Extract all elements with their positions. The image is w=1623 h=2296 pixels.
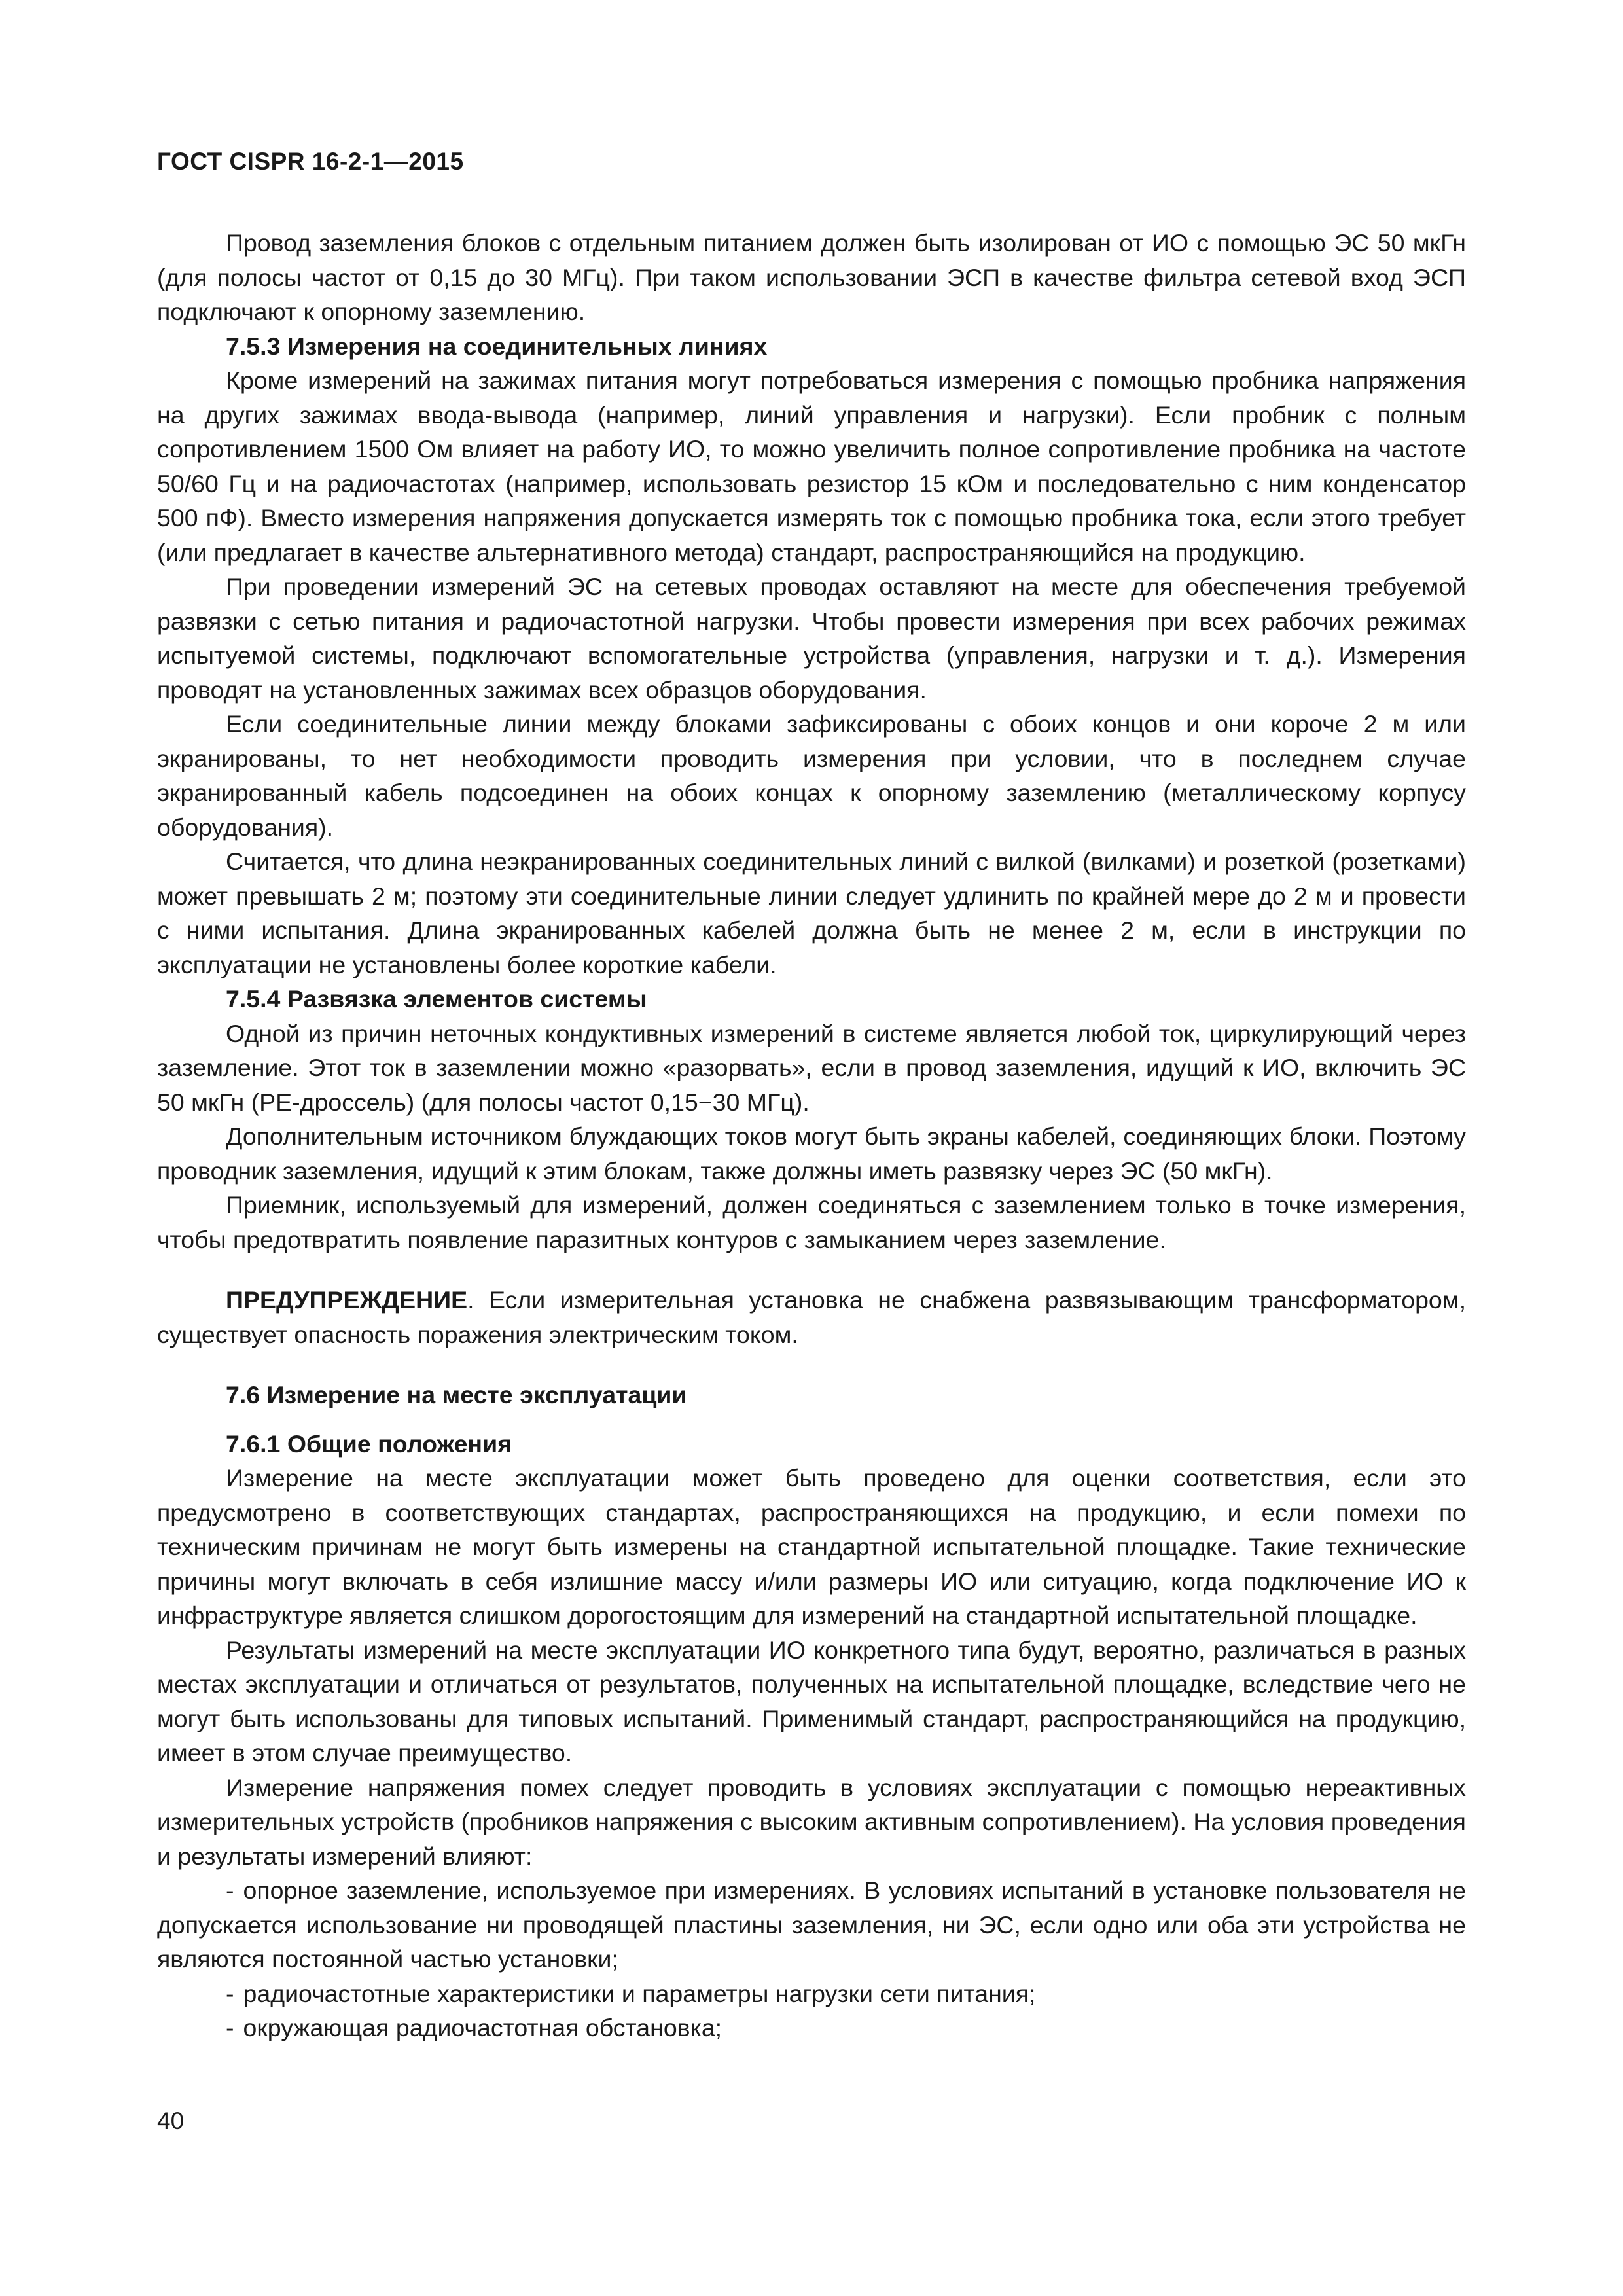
- warning-label: ПРЕДУПРЕЖДЕНИЕ: [226, 1286, 468, 1314]
- spacer: [157, 1257, 1466, 1283]
- list-item: [157, 1977, 1466, 2011]
- warning-paragraph: [157, 1283, 1466, 1352]
- list-dash: -: [226, 1876, 234, 1904]
- paragraph-7-5-3-cable-length: Считается, что длина неэкранированных соединительных линий с вилкой (вилками) и розеткой (розетками) может превышать 2 м; поэтому эти соединительные линии следует удлинить по крайней мере до 2 м и провести с ними испытания. Длина экранированных кабелей должна быть не менее 2 м, если в инструкции по эксплуатации не установлены более короткие кабели.: [157, 848, 1466, 978]
- warning-text: . Если измерительная установка не снабжена развязывающим трансформатором, существует опасность поражения электрическим током.: [157, 1286, 1466, 1348]
- spacer: [157, 1352, 1466, 1378]
- list-dash: -: [226, 2014, 234, 2041]
- paragraph-7-5-4-receiver: Приемник, используемый для измерений, должен соединяться с заземлением только в точке измерения, чтобы предотвратить появление паразитных контуров с замыканием через заземление.: [157, 1191, 1466, 1253]
- document-page: [157, 0, 1466, 2296]
- spacer: [157, 1412, 1466, 1427]
- paragraph-7-5-3-decoupling: При проведении измерений ЭС на сетевых проводах оставляют на месте для обеспечения требуемой развязки с сетью питания и радиочастотной нагрузки. Чтобы провести измерения при всех рабочих режимах испытуемой системы, подключают вспомогательные устройства (управления, нагрузки и т. д.). Измерения проводят на установленных зажимах всех образцов оборудования.: [157, 573, 1466, 704]
- paragraph-7-5-3-fixed-lines: Если соединительные линии между блоками зафиксированы с обоих концов и они короче 2 м или экранированы, то нет необходимости проводить измерения при условии, что в последнем случае экранированный кабель подсоединен на обоих концах к опорному заземлению (металлическому корпусу оборудования).: [157, 710, 1466, 841]
- page-number: 40: [157, 2108, 185, 2134]
- paragraph-7-6-1-results: Результаты измерений на месте эксплуатации ИО конкретного типа будут, вероятно, различаться в разных местах эксплуатации и отличаться от результатов, полученных на испытательной площадке, вследствие чего не могут быть использованы для типовых испытаний. Применимый стандарт, распространяющийся на продукцию, имеет в этом случае преимущество.: [157, 1636, 1466, 1767]
- paragraph-7-6-1-onsite: Измерение на месте эксплуатации может быть проведено для оценки соответствия, если это предусмотрено в соответствующих стандартах, распространяющихся на продукцию, и если помехи по техническим причинам не могут быть измерены на стандартной испытательной площадке. Такие технические причины могут включать в себя излишние массу и/или размеры ИО или ситуацию, когда подключение ИО к инфраструктуре является слишком дорогостоящим для измерений на стандартной испытательной площадке.: [157, 1464, 1466, 1629]
- influence-factors-list: [157, 1873, 1466, 2045]
- paragraph-7-5-4-ground-current: Одной из причин неточных кондуктивных измерений в системе является любой ток, циркулирующий через заземление. Этот ток в заземлении можно «разорвать», если в провод заземления, идущий к ИО, включить ЭС 50 мкГн (РЕ-дроссель) (для полосы частот 0,15−30 МГц).: [157, 1019, 1466, 1116]
- list-item: [157, 1873, 1466, 1977]
- section-heading-7-5-3: 7.5.3 Измерения на соединительных линиях: [226, 332, 768, 360]
- section-heading-7-6-1: 7.6.1 Общие положения: [226, 1429, 512, 1458]
- list-item-text: опорное заземление, используемое при измерениях. В условиях испытаний в установке пользователя не допускается использование ни проводящей пластины заземления, ни ЭС, если одно или оба эти устройства не являются постоянной частью установки;: [157, 1876, 1466, 1973]
- paragraph-7-5-3-probe: Кроме измерений на зажимах питания могут потребоваться измерения с помощью пробника напряжения на других зажимах ввода-вывода (например, линий управления и нагрузки). Если пробник с полным сопротивлением 1500 Ом влияет на работу ИО, то можно увеличить полное сопротивление пробника на частоте 50/60 Гц и на радиочастотах (например, использовать резистор 15 кОм и последовательно с ним конденсатор 500 пФ). Вместо измерения напряжения допускается измерять ток с помощью пробника тока, если этого требует (или предлагает в качестве альтернативного метода) стандарт, распространяющийся на продукцию.: [157, 367, 1466, 566]
- list-item-text: радиочастотные характеристики и параметры нагрузки сети питания;: [243, 1979, 1036, 2007]
- section-heading-7-6: 7.6 Измерение на месте эксплуатации: [226, 1381, 687, 1408]
- document-standard-header: ГОСТ CISPR 16-2-1—2015: [157, 148, 464, 175]
- paragraph-7-5-4-cable-shields: Дополнительным источником блуждающих токов могут быть экраны кабелей, соединяющих блоки. Поэтому проводник заземления, идущий к этим блокам, также должны иметь развязку через ЭС (50 мкГн).: [157, 1122, 1466, 1185]
- section-heading-7-5-4: 7.5.4 Развязка элементов системы: [226, 985, 647, 1013]
- list-dash: -: [226, 1979, 234, 2007]
- list-item-text: окружающая радиочастотная обстановка;: [243, 2014, 722, 2041]
- paragraph-7-6-1-voltage: Измерение напряжения помех следует проводить в условиях эксплуатации с помощью нереактивных измерительных устройств (пробников напряжения с высоким активным сопротивлением). На условия проведения и результаты измерений влияют:: [157, 1773, 1466, 1870]
- document-body: [157, 226, 1466, 2045]
- paragraph-intro: Провод заземления блоков с отдельным питанием должен быть изолирован от ИО с помощью ЭС 50 мкГн (для полосы частот от 0,15 до 30 МГц). При таком использовании ЭСП в качестве фильтра сетевой вход ЭСП подключают к опорному заземлению.: [157, 229, 1466, 325]
- list-item: [157, 2011, 1466, 2045]
